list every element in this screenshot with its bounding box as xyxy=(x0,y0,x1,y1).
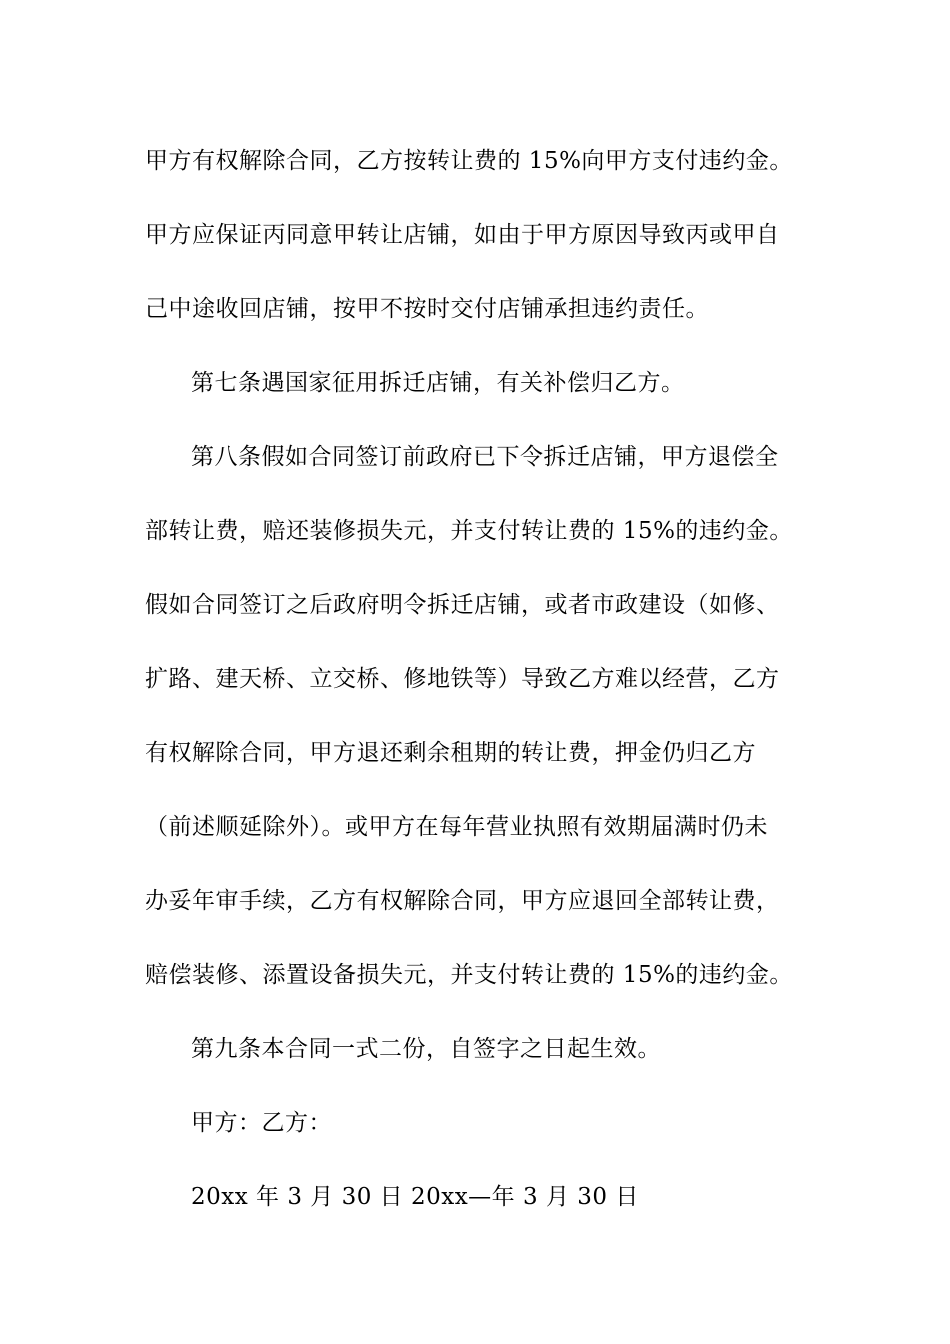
signature-dates: 20xx 年 3 月 30 日 20xx—年 3 月 30 日 xyxy=(191,1184,639,1210)
text-line-9: 有权解除合同，甲方退还剩余租期的转让费，押金仍归乙方 xyxy=(145,740,756,766)
contract-text xyxy=(145,124,815,1234)
text-line-1: 甲方有权解除合同，乙方按转让费的 15%向甲方支付违约金。 xyxy=(145,148,793,174)
text-line-3: 己中途收回店铺，按甲不按时交付店铺承担违约责任。 xyxy=(145,296,709,322)
signature-parties: 甲方：乙方： xyxy=(191,1110,332,1136)
text-line-8: 扩路、建天桥、立交桥、修地铁等）导致乙方难以经营，乙方 xyxy=(145,666,780,692)
text-line-6: 部转让费，赔还装修损失元，并支付转让费的 15%的违约金。 xyxy=(145,518,793,544)
text-line-2: 甲方应保证丙同意甲转让店铺，如由于甲方原因导致丙或甲自 xyxy=(145,222,780,248)
text-line-12: 赔偿装修、添置设备损失元，并支付转让费的 15%的违约金。 xyxy=(145,962,793,988)
clause-7: 第七条遇国家征用拆迁店铺，有关补偿归乙方。 xyxy=(191,370,685,396)
text-line-10: （前述顺延除外）。或甲方在每年营业执照有效期届满时仍未 xyxy=(145,814,768,840)
clause-8-start: 第八条假如合同签订前政府已下令拆迁店铺，甲方退偿全 xyxy=(191,444,779,470)
text-line-11: 办妥年审手续，乙方有权解除合同，甲方应退回全部转让费， xyxy=(145,888,780,914)
text-line-7: 假如合同签订之后政府明令拆迁店铺，或者市政建设（如修、 xyxy=(145,592,780,618)
clause-9: 第九条本合同一式二份，自签字之日起生效。 xyxy=(191,1036,661,1062)
